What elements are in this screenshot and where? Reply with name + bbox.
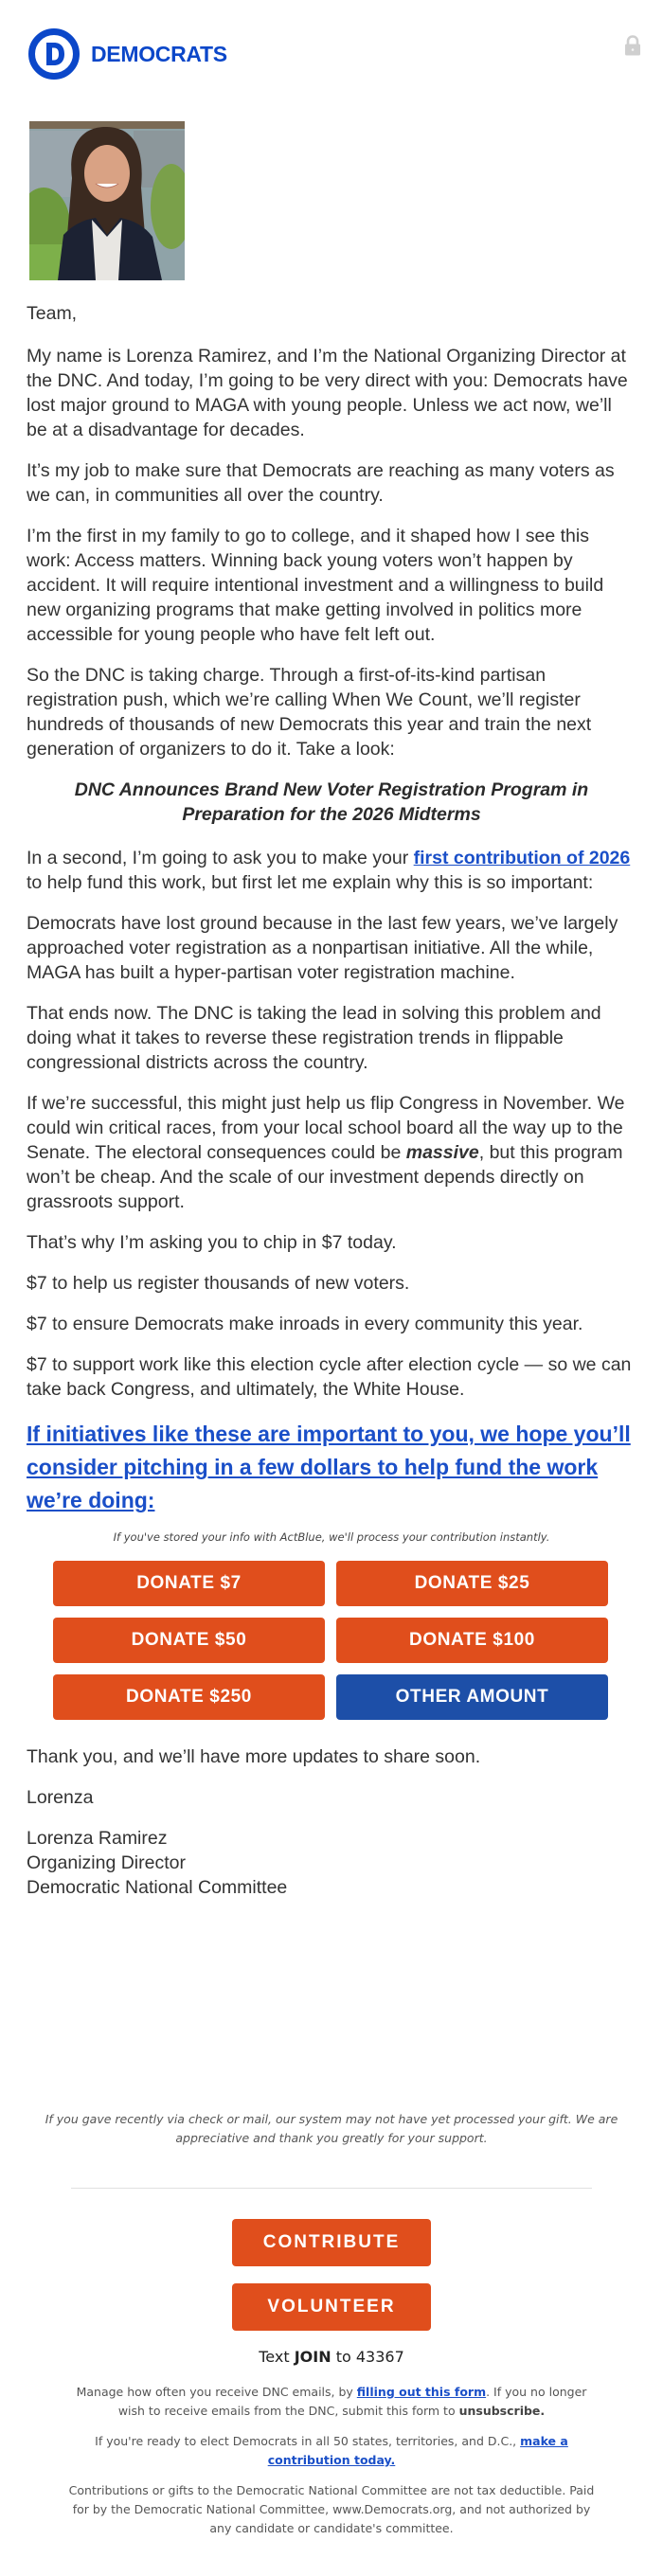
donate-appeal-link[interactable]: If initiatives like these are important to you, we hope you’ll consider pitching in a few dollars to help fund the work we’re doing: bbox=[27, 1422, 631, 1512]
unsubscribe-link[interactable]: unsubscribe. bbox=[458, 2404, 546, 2418]
logo-wordmark: DEMOCRATS bbox=[91, 41, 227, 66]
body-paragraph: $7 to help us register thousands of new voters. bbox=[27, 1273, 410, 1294]
donate-7-button[interactable]: DONATE $7 bbox=[53, 1561, 325, 1606]
text-join-line bbox=[0, 2348, 663, 2366]
text-join-keyword: JOIN bbox=[294, 2348, 332, 2366]
closing-line: Thank you, and we’ll have more updates to share soon. bbox=[27, 1746, 481, 1767]
signature-title: Organizing Director bbox=[27, 1852, 186, 1873]
signoff bbox=[27, 1744, 636, 1900]
manage-text-after: . If you no longer wish to receive emails from the DNC, submit this form to bbox=[117, 2385, 587, 2418]
manage-emails-text bbox=[66, 2383, 597, 2421]
elect-democrats-text bbox=[66, 2432, 597, 2470]
greeting: Team, bbox=[27, 303, 78, 324]
lock-icon bbox=[624, 35, 641, 56]
first-contribution-link[interactable]: first contribution of 2026 bbox=[413, 848, 631, 868]
donate-100-button[interactable]: DONATE $100 bbox=[336, 1618, 608, 1663]
author-portrait-image bbox=[29, 121, 185, 280]
author-photo bbox=[29, 121, 185, 280]
body-paragraph: $7 to ensure Democrats make inroads in every community this year. bbox=[27, 1314, 583, 1334]
democrats-logo-link[interactable] bbox=[28, 28, 227, 80]
text-join-prefix: Text bbox=[259, 2348, 295, 2366]
gift-processing-note: If you gave recently via check or mail, our system may not have yet processed your gift. We are appreciative and thank you greatly for your support. bbox=[45, 2112, 618, 2145]
body-paragraph: $7 to support work like this election cycle after election cycle — so we can take back Congress, and ultimately, the White House. bbox=[27, 1354, 632, 1400]
signature-block bbox=[27, 1826, 636, 1900]
ask-intro-text: In a second, I’m going to ask you to make your bbox=[27, 848, 414, 868]
signature-full-name: Lorenza Ramirez bbox=[27, 1828, 168, 1849]
emphasis-massive: massive bbox=[405, 1142, 479, 1163]
body-paragraph: I’m the first in my family to go to college, and it shaped how I see this work: Access matters. Winning back young voters won’t happen by accident. It will require intentional investment and a willingness to build new organizing programs that make getting involved in politics more accessible for young people who have felt left out. bbox=[27, 526, 604, 645]
success-text: If we’re successful, this might just help us flip Congress in November. We could win critical races, from your local school board all the way up to the Senate. The electoral consequences could be bbox=[27, 1093, 625, 1163]
make-contribution-link[interactable]: make a contribution today. bbox=[267, 2434, 568, 2467]
other-amount-button[interactable]: OTHER AMOUNT bbox=[336, 1674, 608, 1720]
manage-text: Manage how often you receive DNC emails, by bbox=[76, 2385, 357, 2399]
body-paragraph: My name is Lorenza Ramirez, and I’m the National Organizing Director at the DNC. And today, I’m going to be very direct with you: Democrats have lost major ground to MAGA with young people. Unless we act now, we’ll be at a disadvantage for decades. bbox=[27, 346, 628, 440]
actblue-note: If you've stored your info with ActBlue, we'll process your contribution instantly. bbox=[113, 1530, 550, 1544]
text-join-suffix: to 43367 bbox=[331, 2348, 404, 2366]
footer-divider bbox=[71, 2188, 592, 2189]
success-text-after: , but this program won’t be cheap. And the scale of our investment depends directly on grassroots support. bbox=[27, 1142, 623, 1212]
email-footer bbox=[0, 2110, 663, 2549]
donate-button-grid bbox=[53, 1561, 608, 1720]
success-paragraph bbox=[27, 1091, 636, 1214]
donate-25-button[interactable]: DONATE $25 bbox=[336, 1561, 608, 1606]
article-headline: DNC Announces Brand New Voter Registration Program in Preparation for the 2026 Midterms bbox=[74, 779, 589, 825]
ask-intro-paragraph bbox=[27, 846, 636, 895]
democrats-d-logo-icon bbox=[28, 28, 80, 80]
body-paragraph: So the DNC is taking charge. Through a first-of-its-kind partisan registration push, which we’re calling When We Count, we’ll register hundreds of thousands of new Democrats this year and train the next generation of organizers to do it. Take a look: bbox=[27, 665, 592, 760]
email-header bbox=[0, 0, 663, 104]
email-body bbox=[27, 301, 636, 1900]
donate-250-button[interactable]: DONATE $250 bbox=[53, 1674, 325, 1720]
body-paragraph: It’s my job to make sure that Democrats are reaching as many voters as we can, in communities all over the country. bbox=[27, 460, 615, 506]
body-paragraph: Democrats have lost ground because in the last few years, we’ve largely approached voter registration as a nonpartisan initiative. All the while, MAGA has built a hyper-partisan voter registration machine. bbox=[27, 913, 618, 983]
contribute-button[interactable]: CONTRIBUTE bbox=[232, 2219, 431, 2266]
signature-org: Democratic National Committee bbox=[27, 1877, 288, 1898]
legal-disclaimer: Contributions or gifts to the Democratic National Committee are not tax deductible. Paid for by the Democratic National Committee, www.Democrats.org, and not authorized by any candidate or candidate's committee. bbox=[68, 2483, 595, 2535]
ask-intro-text-after: to help fund this work, but first let me explain why this is so important: bbox=[27, 872, 594, 893]
signature-first-name: Lorenza bbox=[27, 1787, 94, 1808]
filling-out-form-link[interactable]: filling out this form bbox=[356, 2385, 487, 2399]
donate-50-button[interactable]: DONATE $50 bbox=[53, 1618, 325, 1663]
body-paragraph: That’s why I’m asking you to chip in $7 today. bbox=[27, 1232, 397, 1253]
body-paragraph: That ends now. The DNC is taking the lead in solving this problem and doing what it takes to reverse these registration trends in flippable congressional districts across the country. bbox=[27, 1003, 601, 1073]
volunteer-button[interactable]: VOLUNTEER bbox=[232, 2283, 431, 2331]
elect-text: If you're ready to elect Democrats in all 50 states, territories, and D.C., bbox=[95, 2434, 521, 2448]
